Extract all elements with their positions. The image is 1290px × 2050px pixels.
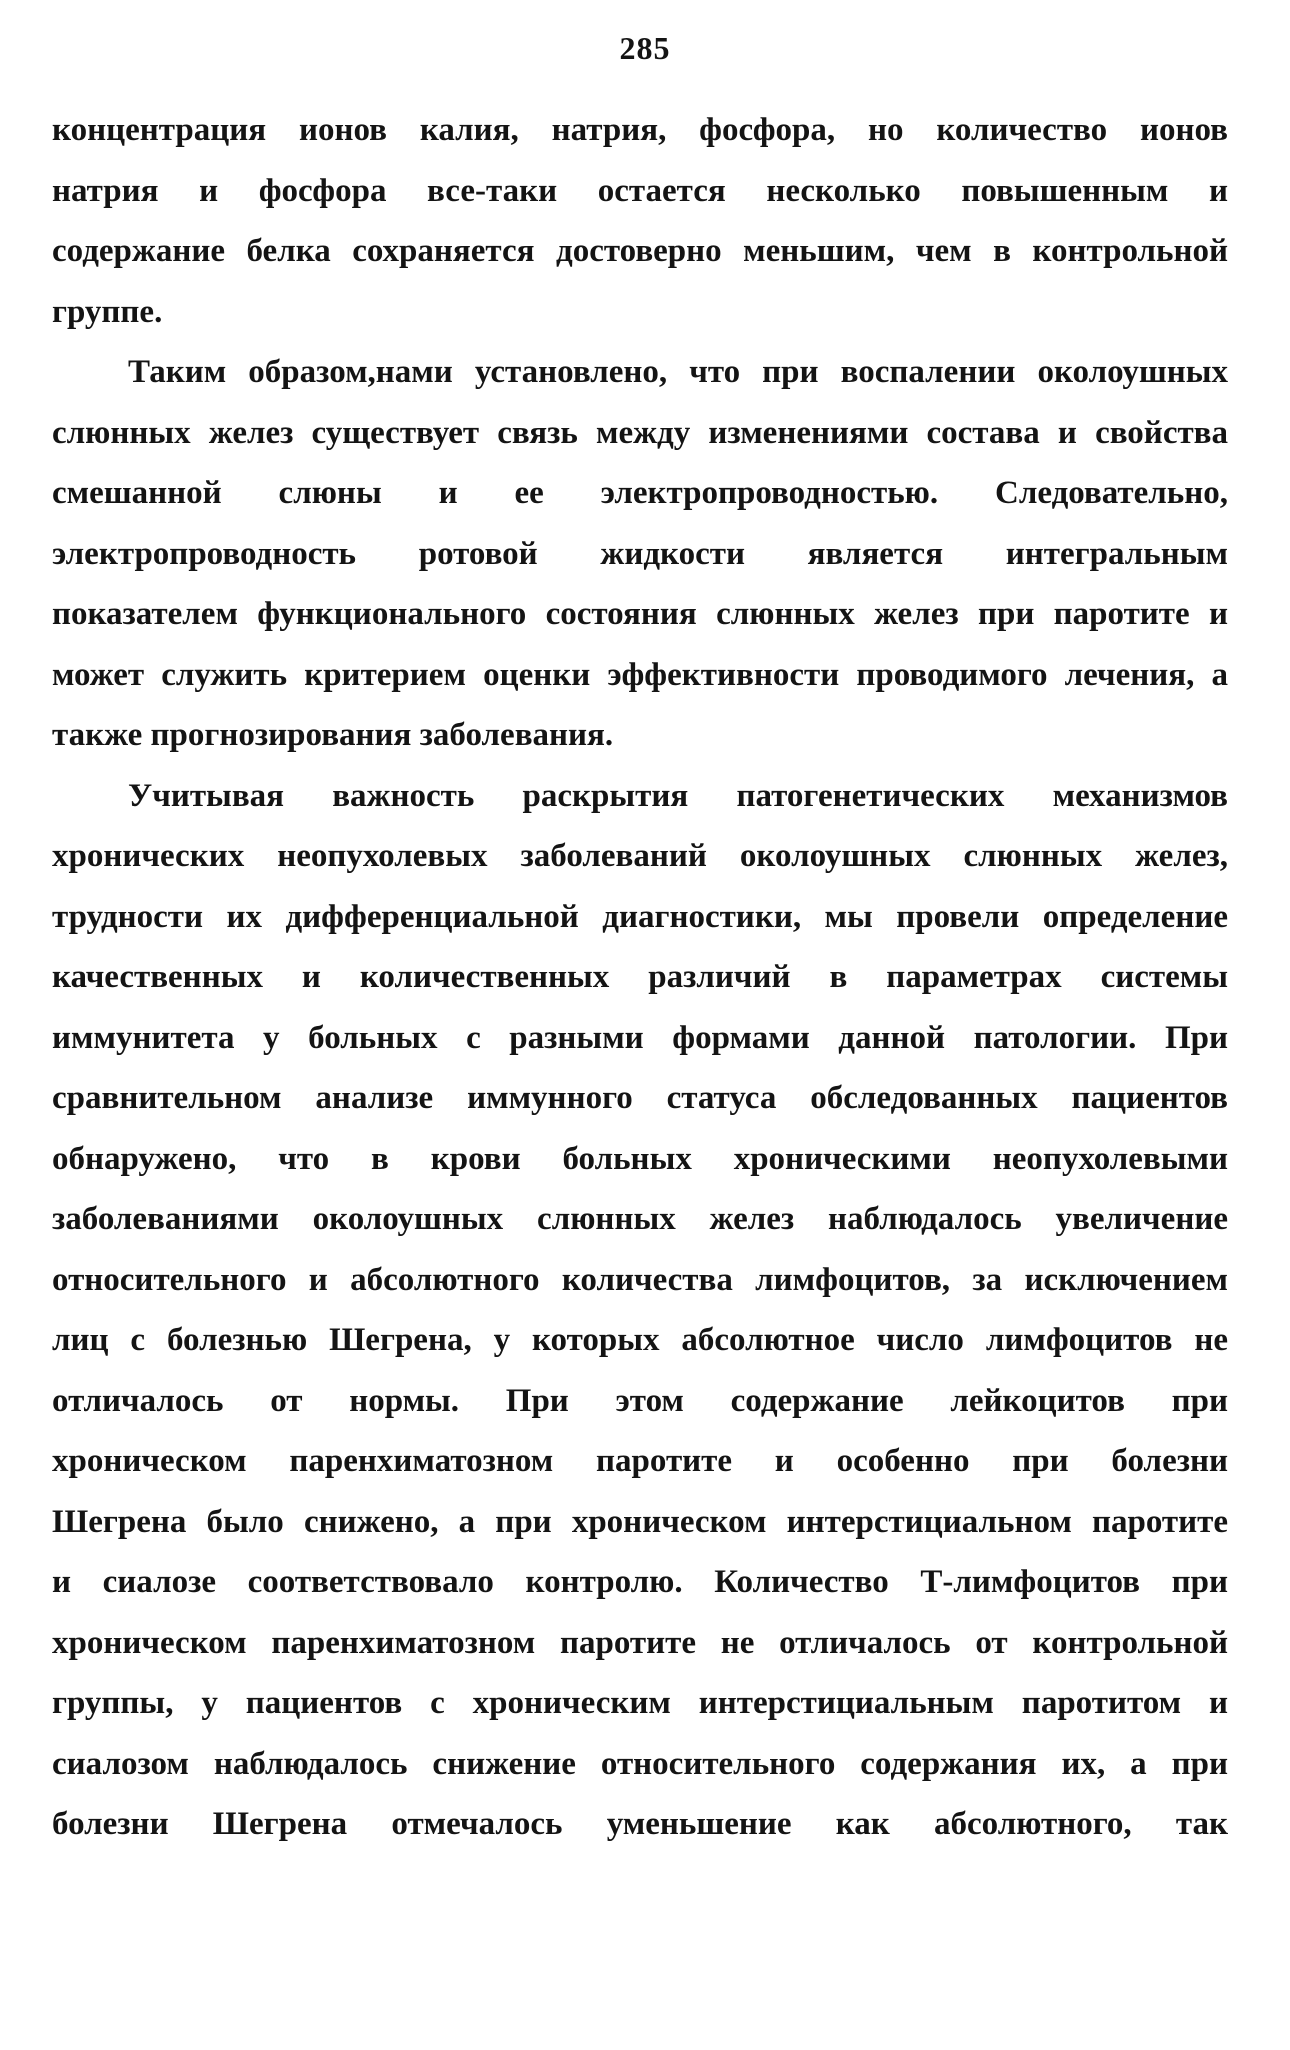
body-text — [52, 100, 1228, 1855]
text-line: относительного и абсолютного количества лимфоцитов, за исключением — [52, 1261, 1228, 1298]
text-line: отличалось от нормы. При этом содержание лейкоцитов при — [52, 1382, 1228, 1419]
text-line: иммунитета у больных с разными формами данной патологии. При — [52, 1019, 1228, 1056]
paragraph-1 — [52, 100, 1228, 342]
text-line: также прогнозирования заболевания. — [52, 717, 614, 753]
text-line: группы, у пациентов с хроническим интерстициальным паротитом и — [52, 1685, 1228, 1721]
text-line: натрия и фосфора все-таки остается несколько повышенным и — [52, 172, 1228, 209]
text-line: заболеваниями околоушных слюнных желез наблюдалось увеличение — [52, 1201, 1228, 1237]
text-line: слюнных желез существует связь между изменениями состава и свойства — [52, 414, 1228, 451]
page-number: 285 — [619, 30, 671, 66]
text-line: Учитывая важность раскрытия патогенетических механизмов — [128, 777, 1228, 814]
text-line: трудности их дифференциальной диагностики, мы провели определение — [52, 898, 1228, 935]
text-line: и сиалозе соответствовало контролю. Количество Т-лимфоцитов при — [52, 1564, 1228, 1600]
paragraph-3 — [52, 766, 1228, 1855]
text-line: группе. — [52, 293, 163, 330]
text-line: лиц с болезнью Шегрена, у которых абсолютное число лимфоцитов не — [52, 1322, 1228, 1358]
text-line: качественных и количественных различий в параметрах системы — [52, 959, 1228, 995]
text-line: может служить критерием оценки эффективности проводимого лечения, а — [52, 656, 1228, 693]
text-line: концентрация ионов калия, натрия, фосфора, но количество ионов — [52, 112, 1228, 148]
text-line: содержание белка сохраняется достоверно меньшим, чем в контрольной — [52, 233, 1228, 269]
paragraph-2 — [52, 342, 1228, 766]
text-line: смешанной слюны и ее электропроводностью. Следовательно, — [52, 475, 1228, 511]
text-line: сравнительном анализе иммунного статуса обследованных пациентов — [52, 1080, 1228, 1116]
text-line: сиалозом наблюдалось снижение относительного содержания их, а при — [52, 1745, 1228, 1782]
text-line: хроническом паренхиматозном паротите не отличалось от контрольной — [52, 1624, 1228, 1661]
text-line: электропроводность ротовой жидкости является интегральным — [52, 535, 1228, 572]
text-line: болезни Шегрена отмечалось уменьшение как абсолютного, так — [52, 1806, 1228, 1842]
text-line: Таким образом,нами установлено, что при воспалении околоушных — [128, 354, 1228, 390]
text-line: хронических неопухолевых заболеваний околоушных слюнных желез, — [52, 838, 1228, 874]
text-line: обнаружено, что в крови больных хроническими неопухолевыми — [52, 1140, 1228, 1177]
text-line: показателем функционального состояния слюнных желез при паротите и — [52, 596, 1228, 632]
text-line: хроническом паренхиматозном паротите и особенно при болезни — [52, 1443, 1228, 1479]
text-line: Шегрена было снижено, а при хроническом интерстициальном паротите — [52, 1503, 1228, 1540]
